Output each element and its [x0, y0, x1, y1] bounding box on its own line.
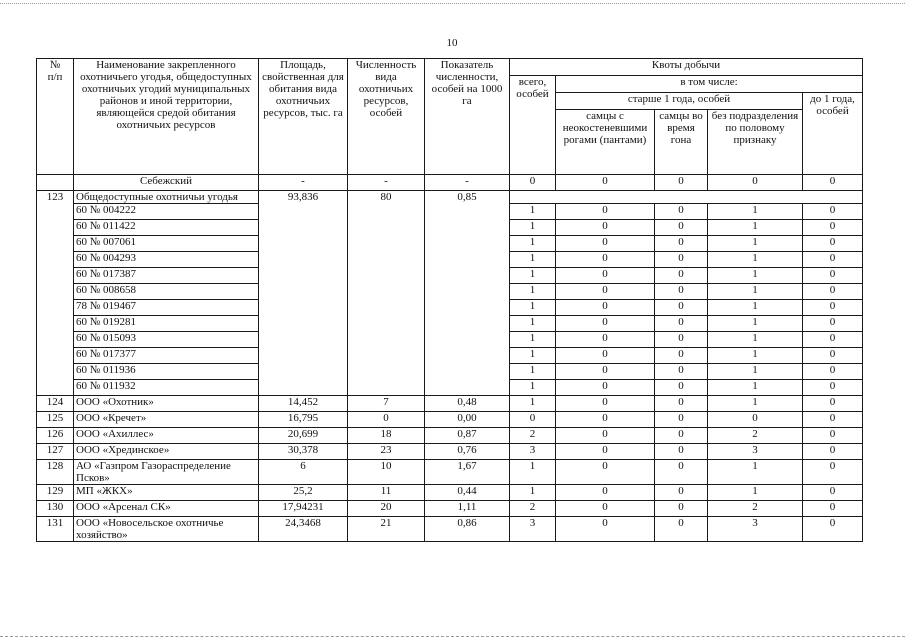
row-total: 2	[510, 501, 556, 517]
permit-males-antlers: 0	[556, 300, 655, 316]
row-area: 14,452	[259, 396, 348, 412]
row-density: 0,87	[425, 428, 510, 444]
permit-young: 0	[803, 364, 863, 380]
permit-young: 0	[803, 204, 863, 220]
header-males-antlers: самцы с неокостеневшими рогами (пантами)	[556, 110, 655, 175]
table-row	[37, 428, 863, 444]
row-area: 16,795	[259, 412, 348, 428]
row-no-sex: 2	[708, 501, 803, 517]
permit-total: 1	[510, 220, 556, 236]
permit-males-antlers: 0	[556, 284, 655, 300]
permit-total: 1	[510, 380, 556, 396]
header-num: № п/п	[37, 59, 74, 175]
row-area: 20,699	[259, 428, 348, 444]
row-name: ООО «Новосельское охотничье хозяйство»	[74, 517, 259, 542]
permit-males-rut: 0	[655, 252, 708, 268]
district-name: Себежский	[74, 175, 259, 191]
permit-young: 0	[803, 380, 863, 396]
row-males-antlers: 0	[556, 428, 655, 444]
permit-males-antlers: 0	[556, 220, 655, 236]
public-grounds-row	[37, 191, 863, 204]
permit-young: 0	[803, 268, 863, 284]
row-young: 0	[803, 428, 863, 444]
permit-males-antlers: 0	[556, 268, 655, 284]
permit-males-antlers: 0	[556, 348, 655, 364]
header-young: до 1 года, особей	[803, 93, 863, 175]
permit-no-sex: 1	[708, 332, 803, 348]
row-males-rut: 0	[655, 412, 708, 428]
row-name: ООО «Кречет»	[74, 412, 259, 428]
row-males-antlers: 0	[556, 460, 655, 485]
row-area: 25,2	[259, 485, 348, 501]
row-count: 7	[348, 396, 425, 412]
permit-males-rut: 0	[655, 236, 708, 252]
row-density: 1,11	[425, 501, 510, 517]
row-density: 0,00	[425, 412, 510, 428]
row-count: 21	[348, 517, 425, 542]
row-no-sex: 1	[708, 396, 803, 412]
permit-id: 60 № 004222	[74, 204, 259, 220]
table-row	[37, 485, 863, 501]
public-grounds-num: 123	[37, 191, 74, 396]
permit-males-antlers: 0	[556, 364, 655, 380]
row-males-antlers: 0	[556, 501, 655, 517]
row-no-sex: 3	[708, 444, 803, 460]
public-grounds-area: 93,836	[259, 191, 348, 396]
row-count: 0	[348, 412, 425, 428]
permit-id: 60 № 008658	[74, 284, 259, 300]
row-total: 1	[510, 485, 556, 501]
row-area: 6	[259, 460, 348, 485]
district-males-antlers: 0	[556, 175, 655, 191]
scan-edge-bottom	[0, 636, 905, 637]
row-num: 128	[37, 460, 74, 485]
permit-no-sex: 1	[708, 284, 803, 300]
permit-total: 1	[510, 284, 556, 300]
row-no-sex: 1	[708, 460, 803, 485]
row-count: 18	[348, 428, 425, 444]
row-total: 3	[510, 444, 556, 460]
row-density: 0,44	[425, 485, 510, 501]
permit-id: 60 № 011936	[74, 364, 259, 380]
row-males-rut: 0	[655, 501, 708, 517]
table-row	[37, 460, 863, 485]
row-name: ООО «Арсенал СК»	[74, 501, 259, 517]
row-males-antlers: 0	[556, 412, 655, 428]
row-young: 0	[803, 517, 863, 542]
row-num: 131	[37, 517, 74, 542]
permit-young: 0	[803, 284, 863, 300]
header-total: всего, особей	[510, 76, 556, 175]
permit-males-rut: 0	[655, 348, 708, 364]
permit-total: 1	[510, 204, 556, 220]
row-count: 10	[348, 460, 425, 485]
scan-edge-top	[0, 3, 905, 4]
table-row	[37, 444, 863, 460]
permit-males-antlers: 0	[556, 380, 655, 396]
permit-total: 1	[510, 236, 556, 252]
row-total: 2	[510, 428, 556, 444]
permit-males-rut: 0	[655, 332, 708, 348]
district-area: -	[259, 175, 348, 191]
permit-no-sex: 1	[708, 364, 803, 380]
row-young: 0	[803, 460, 863, 485]
permit-males-rut: 0	[655, 268, 708, 284]
page-number: 10	[446, 37, 458, 49]
permit-males-antlers: 0	[556, 316, 655, 332]
permit-no-sex: 1	[708, 316, 803, 332]
row-name: ООО «Охотник»	[74, 396, 259, 412]
row-males-antlers: 0	[556, 517, 655, 542]
row-no-sex: 2	[708, 428, 803, 444]
public-grounds-quota-blank	[510, 191, 863, 204]
row-males-antlers: 0	[556, 444, 655, 460]
permit-id: 60 № 007061	[74, 236, 259, 252]
row-no-sex: 1	[708, 485, 803, 501]
row-density: 0,76	[425, 444, 510, 460]
permit-no-sex: 1	[708, 204, 803, 220]
permit-males-antlers: 0	[556, 332, 655, 348]
row-count: 20	[348, 501, 425, 517]
permit-total: 1	[510, 332, 556, 348]
row-males-antlers: 0	[556, 485, 655, 501]
permit-id: 60 № 011932	[74, 380, 259, 396]
quota-table	[36, 58, 863, 542]
district-density: -	[425, 175, 510, 191]
permit-males-antlers: 0	[556, 204, 655, 220]
permit-id: 60 № 017377	[74, 348, 259, 364]
permit-young: 0	[803, 348, 863, 364]
row-males-antlers: 0	[556, 396, 655, 412]
row-males-rut: 0	[655, 444, 708, 460]
permit-young: 0	[803, 332, 863, 348]
row-count: 23	[348, 444, 425, 460]
permit-id: 60 № 019281	[74, 316, 259, 332]
row-total: 0	[510, 412, 556, 428]
header-older: старше 1 года, особей	[556, 93, 803, 110]
row-males-rut: 0	[655, 428, 708, 444]
public-grounds-density: 0,85	[425, 191, 510, 396]
permit-id: 78 № 019467	[74, 300, 259, 316]
district-young: 0	[803, 175, 863, 191]
row-num: 124	[37, 396, 74, 412]
row-count: 11	[348, 485, 425, 501]
row-no-sex: 0	[708, 412, 803, 428]
public-grounds-count: 80	[348, 191, 425, 396]
row-area: 30,378	[259, 444, 348, 460]
row-area: 17,94231	[259, 501, 348, 517]
header-males-rut: самцы во время гона	[655, 110, 708, 175]
row-total: 3	[510, 517, 556, 542]
row-total: 1	[510, 396, 556, 412]
permit-males-rut: 0	[655, 204, 708, 220]
header-density: Показатель численности, особей на 1000 га	[425, 59, 510, 175]
permit-no-sex: 1	[708, 348, 803, 364]
row-young: 0	[803, 501, 863, 517]
header-count: Численность вида охотничьих ресурсов, особей	[348, 59, 425, 175]
row-no-sex: 3	[708, 517, 803, 542]
header-quotas: Квоты добычи	[510, 59, 863, 76]
header-area: Площадь, свойственная для обитания вида охотничьих ресурсов, тыс. га	[259, 59, 348, 175]
district-row	[37, 175, 863, 191]
row-name: ООО «Ахиллес»	[74, 428, 259, 444]
permit-id: 60 № 004293	[74, 252, 259, 268]
header-no-sex: без подразделения по половому признаку	[708, 110, 803, 175]
permit-males-antlers: 0	[556, 236, 655, 252]
row-num: 129	[37, 485, 74, 501]
table-row	[37, 501, 863, 517]
district-count: -	[348, 175, 425, 191]
permit-id: 60 № 015093	[74, 332, 259, 348]
permit-no-sex: 1	[708, 252, 803, 268]
row-area: 24,3468	[259, 517, 348, 542]
row-males-rut: 0	[655, 485, 708, 501]
permit-total: 1	[510, 268, 556, 284]
row-young: 0	[803, 412, 863, 428]
permit-males-rut: 0	[655, 300, 708, 316]
header-name: Наименование закрепленного охотничьего угодья, общедоступных охотничьих угодий муниципальных районов и иной территории, являющейся средой обитания охотничьих ресурсов	[74, 59, 259, 175]
row-males-rut: 0	[655, 460, 708, 485]
public-grounds-name: Общедоступные охотничьи угодья	[74, 191, 259, 204]
permit-total: 1	[510, 348, 556, 364]
permit-males-rut: 0	[655, 284, 708, 300]
permit-id: 60 № 011422	[74, 220, 259, 236]
row-name: АО «Газпром Газораспределение Псков»	[74, 460, 259, 485]
row-young: 0	[803, 444, 863, 460]
row-young: 0	[803, 396, 863, 412]
permit-young: 0	[803, 300, 863, 316]
permit-no-sex: 1	[708, 220, 803, 236]
permit-young: 0	[803, 220, 863, 236]
permit-no-sex: 1	[708, 380, 803, 396]
permit-young: 0	[803, 316, 863, 332]
row-name: ООО «Хрединское»	[74, 444, 259, 460]
district-no-sex: 0	[708, 175, 803, 191]
permit-id: 60 № 017387	[74, 268, 259, 284]
row-young: 0	[803, 485, 863, 501]
table-row	[37, 396, 863, 412]
permit-males-rut: 0	[655, 220, 708, 236]
permit-total: 1	[510, 316, 556, 332]
permit-males-rut: 0	[655, 380, 708, 396]
row-males-rut: 0	[655, 517, 708, 542]
row-name: МП «ЖКХ»	[74, 485, 259, 501]
permit-males-rut: 0	[655, 316, 708, 332]
permit-total: 1	[510, 300, 556, 316]
permit-no-sex: 1	[708, 236, 803, 252]
permit-total: 1	[510, 252, 556, 268]
header-incl: в том числе:	[556, 76, 863, 93]
row-total: 1	[510, 460, 556, 485]
permit-males-rut: 0	[655, 364, 708, 380]
permit-young: 0	[803, 236, 863, 252]
table-row	[37, 517, 863, 542]
permit-total: 1	[510, 364, 556, 380]
table-row	[37, 412, 863, 428]
row-males-rut: 0	[655, 396, 708, 412]
permit-males-antlers: 0	[556, 252, 655, 268]
district-males-rut: 0	[655, 175, 708, 191]
row-density: 0,48	[425, 396, 510, 412]
row-num: 125	[37, 412, 74, 428]
row-num: 127	[37, 444, 74, 460]
permit-no-sex: 1	[708, 300, 803, 316]
row-num: 126	[37, 428, 74, 444]
row-num: 130	[37, 501, 74, 517]
permit-young: 0	[803, 252, 863, 268]
permit-no-sex: 1	[708, 268, 803, 284]
row-density: 1,67	[425, 460, 510, 485]
district-total: 0	[510, 175, 556, 191]
row-density: 0,86	[425, 517, 510, 542]
